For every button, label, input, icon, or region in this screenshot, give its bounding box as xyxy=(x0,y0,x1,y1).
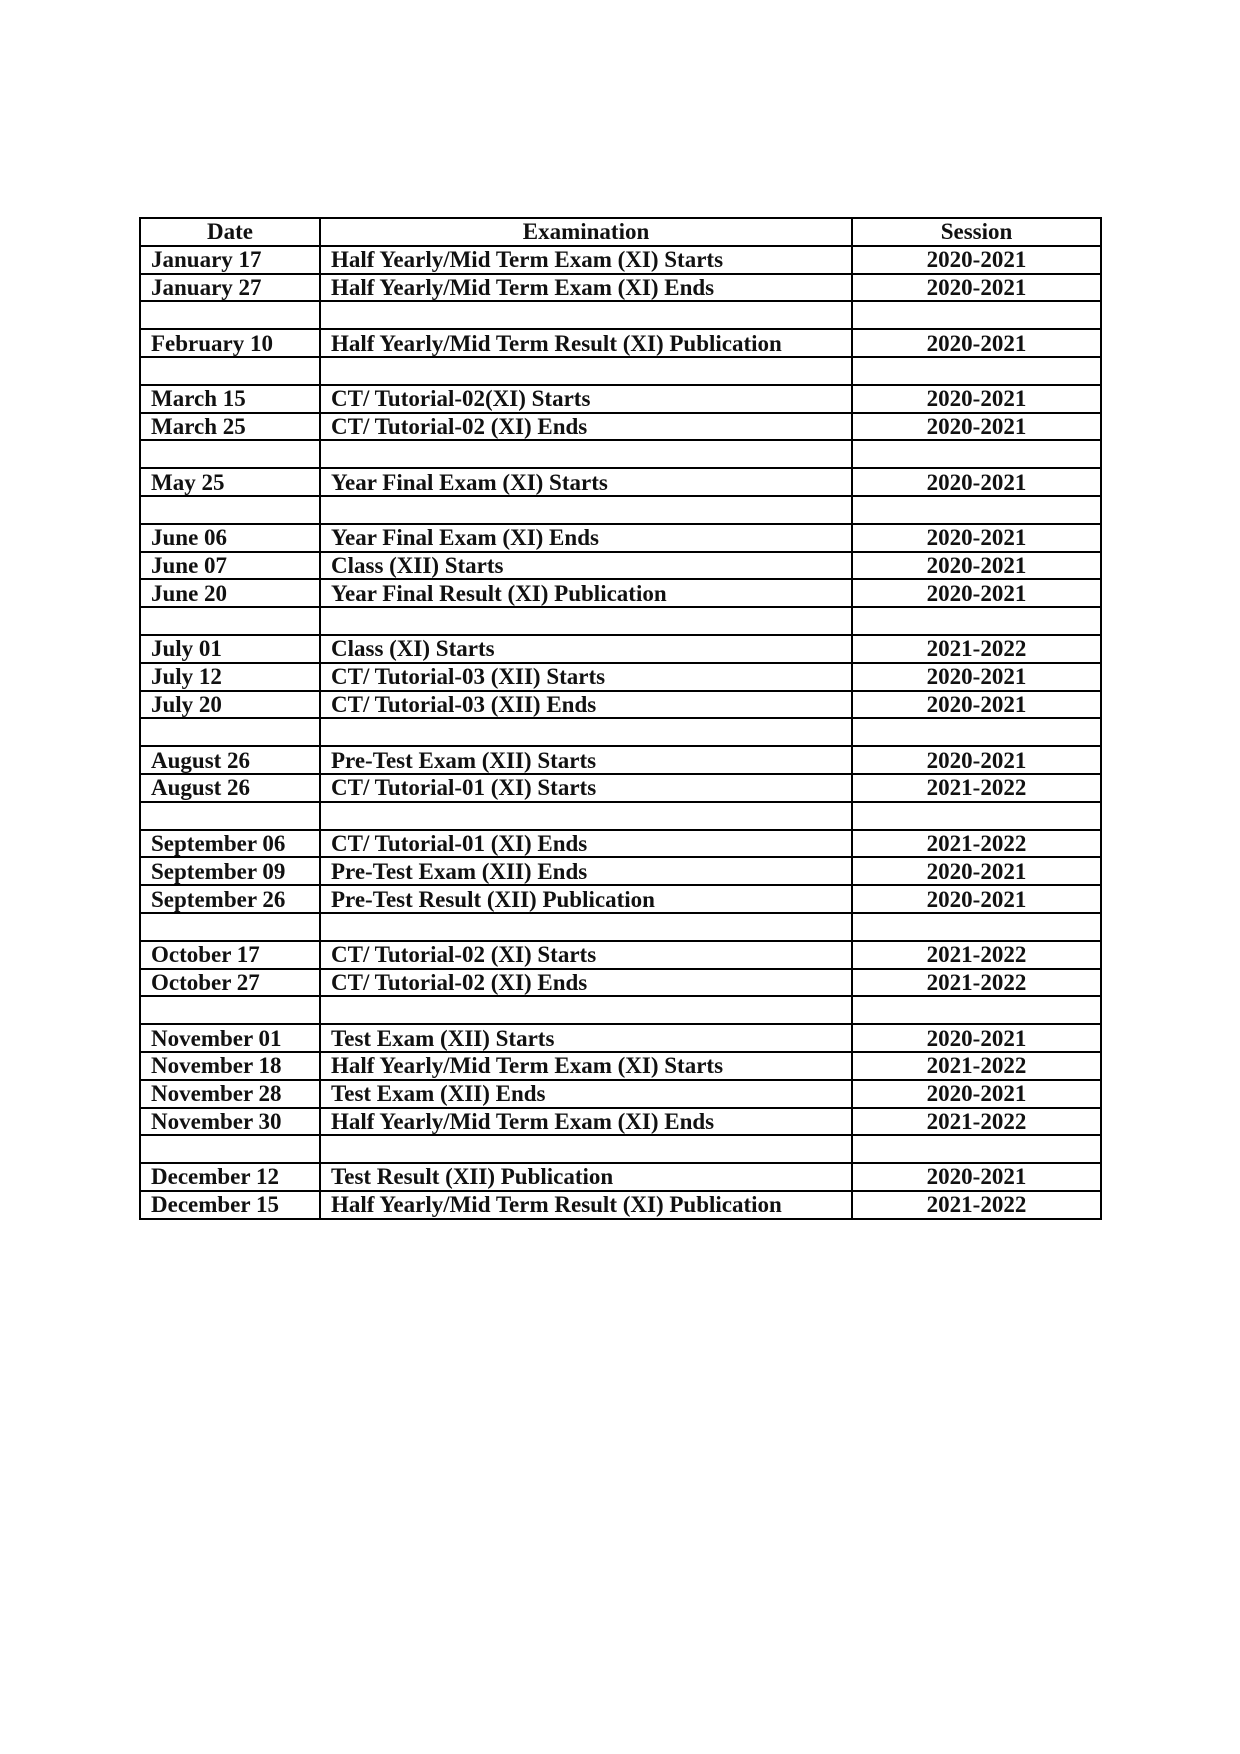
cell-examination xyxy=(320,440,852,468)
table-row xyxy=(140,246,1101,274)
cell-session: 2020-2021 xyxy=(852,468,1101,496)
cell-date: June 07 xyxy=(140,552,320,580)
cell-date: January 17 xyxy=(140,246,320,274)
cell-examination xyxy=(320,1135,852,1163)
table-row-blank xyxy=(140,913,1101,941)
cell-date: June 20 xyxy=(140,579,320,607)
table-row xyxy=(140,552,1101,580)
cell-session xyxy=(852,357,1101,385)
table-row xyxy=(140,746,1101,774)
table-row xyxy=(140,274,1101,302)
table-row-blank xyxy=(140,996,1101,1024)
cell-date: October 27 xyxy=(140,969,320,997)
cell-examination: CT/ Tutorial-01 (XI) Starts xyxy=(320,774,852,802)
cell-examination: Year Final Exam (XI) Starts xyxy=(320,468,852,496)
cell-date xyxy=(140,301,320,329)
table-row xyxy=(140,413,1101,441)
cell-examination: CT/ Tutorial-02 (XI) Ends xyxy=(320,969,852,997)
table-row-blank xyxy=(140,440,1101,468)
cell-date xyxy=(140,357,320,385)
cell-date xyxy=(140,802,320,830)
table-row xyxy=(140,524,1101,552)
cell-examination: Half Yearly/Mid Term Exam (XI) Ends xyxy=(320,1108,852,1136)
table-row xyxy=(140,830,1101,858)
cell-session: 2020-2021 xyxy=(852,857,1101,885)
table-row xyxy=(140,329,1101,357)
cell-session: 2021-2022 xyxy=(852,969,1101,997)
cell-date: July 01 xyxy=(140,635,320,663)
cell-session: 2020-2021 xyxy=(852,552,1101,580)
table-row xyxy=(140,774,1101,802)
table-row xyxy=(140,1052,1101,1080)
cell-date: November 30 xyxy=(140,1108,320,1136)
table-row xyxy=(140,1108,1101,1136)
cell-session: 2021-2022 xyxy=(852,1191,1101,1219)
table-header-row xyxy=(140,218,1101,246)
table-row-blank xyxy=(140,1135,1101,1163)
cell-session xyxy=(852,440,1101,468)
cell-date: November 18 xyxy=(140,1052,320,1080)
table-row xyxy=(140,385,1101,413)
cell-examination: Class (XI) Starts xyxy=(320,635,852,663)
cell-examination: CT/ Tutorial-02 (XI) Ends xyxy=(320,413,852,441)
cell-session xyxy=(852,718,1101,746)
cell-session: 2020-2021 xyxy=(852,691,1101,719)
header-session: Session xyxy=(852,218,1101,246)
cell-examination: CT/ Tutorial-02 (XI) Starts xyxy=(320,941,852,969)
cell-session: 2020-2021 xyxy=(852,246,1101,274)
cell-session: 2020-2021 xyxy=(852,329,1101,357)
cell-date: January 27 xyxy=(140,274,320,302)
exam-schedule-table xyxy=(139,217,1102,1220)
cell-examination: Pre-Test Exam (XII) Starts xyxy=(320,746,852,774)
table-row-blank xyxy=(140,301,1101,329)
cell-date xyxy=(140,718,320,746)
header-examination: Examination xyxy=(320,218,852,246)
table-row-blank xyxy=(140,357,1101,385)
table-row-blank xyxy=(140,718,1101,746)
table-row xyxy=(140,1024,1101,1052)
cell-date: August 26 xyxy=(140,746,320,774)
table-row xyxy=(140,663,1101,691)
cell-examination: Test Exam (XII) Ends xyxy=(320,1080,852,1108)
table-body xyxy=(140,246,1101,1219)
cell-session xyxy=(852,301,1101,329)
table-row xyxy=(140,1080,1101,1108)
cell-examination: Class (XII) Starts xyxy=(320,552,852,580)
table-row xyxy=(140,941,1101,969)
table-row xyxy=(140,1163,1101,1191)
cell-examination: Year Final Exam (XI) Ends xyxy=(320,524,852,552)
cell-date: November 28 xyxy=(140,1080,320,1108)
cell-session: 2020-2021 xyxy=(852,274,1101,302)
cell-examination: Year Final Result (XI) Publication xyxy=(320,579,852,607)
cell-date: September 06 xyxy=(140,830,320,858)
cell-session: 2021-2022 xyxy=(852,1052,1101,1080)
table-row xyxy=(140,1191,1101,1219)
cell-examination xyxy=(320,301,852,329)
cell-session: 2020-2021 xyxy=(852,524,1101,552)
cell-date: June 06 xyxy=(140,524,320,552)
table-row xyxy=(140,969,1101,997)
cell-examination: Half Yearly/Mid Term Exam (XI) Starts xyxy=(320,246,852,274)
table-row xyxy=(140,885,1101,913)
cell-date: August 26 xyxy=(140,774,320,802)
cell-date: October 17 xyxy=(140,941,320,969)
cell-date xyxy=(140,496,320,524)
cell-session: 2021-2022 xyxy=(852,1108,1101,1136)
cell-date: May 25 xyxy=(140,468,320,496)
cell-session xyxy=(852,1135,1101,1163)
cell-session: 2020-2021 xyxy=(852,1080,1101,1108)
cell-examination: Half Yearly/Mid Term Exam (XI) Starts xyxy=(320,1052,852,1080)
cell-date: December 15 xyxy=(140,1191,320,1219)
cell-date xyxy=(140,440,320,468)
cell-examination: Test Exam (XII) Starts xyxy=(320,1024,852,1052)
cell-examination xyxy=(320,802,852,830)
cell-date xyxy=(140,1135,320,1163)
cell-examination: CT/ Tutorial-03 (XII) Starts xyxy=(320,663,852,691)
cell-date: March 15 xyxy=(140,385,320,413)
cell-examination: Pre-Test Exam (XII) Ends xyxy=(320,857,852,885)
cell-date: September 09 xyxy=(140,857,320,885)
table-row-blank xyxy=(140,496,1101,524)
cell-date xyxy=(140,607,320,635)
table-row xyxy=(140,468,1101,496)
cell-session: 2020-2021 xyxy=(852,746,1101,774)
cell-examination: Half Yearly/Mid Term Result (XI) Publication xyxy=(320,1191,852,1219)
cell-date: July 20 xyxy=(140,691,320,719)
cell-date: December 12 xyxy=(140,1163,320,1191)
table-row-blank xyxy=(140,802,1101,830)
cell-examination xyxy=(320,996,852,1024)
cell-session: 2020-2021 xyxy=(852,1163,1101,1191)
cell-session xyxy=(852,496,1101,524)
cell-session: 2020-2021 xyxy=(852,385,1101,413)
cell-date: March 25 xyxy=(140,413,320,441)
cell-examination xyxy=(320,913,852,941)
table-row-blank xyxy=(140,607,1101,635)
cell-session: 2021-2022 xyxy=(852,774,1101,802)
cell-session xyxy=(852,607,1101,635)
cell-session xyxy=(852,996,1101,1024)
cell-date xyxy=(140,996,320,1024)
table-row xyxy=(140,857,1101,885)
header-date: Date xyxy=(140,218,320,246)
cell-examination: Pre-Test Result (XII) Publication xyxy=(320,885,852,913)
cell-date: November 01 xyxy=(140,1024,320,1052)
cell-date: February 10 xyxy=(140,329,320,357)
cell-date: July 12 xyxy=(140,663,320,691)
cell-examination: CT/ Tutorial-03 (XII) Ends xyxy=(320,691,852,719)
cell-examination: CT/ Tutorial-02(XI) Starts xyxy=(320,385,852,413)
cell-session xyxy=(852,913,1101,941)
cell-session: 2021-2022 xyxy=(852,941,1101,969)
cell-session: 2021-2022 xyxy=(852,635,1101,663)
cell-examination: CT/ Tutorial-01 (XI) Ends xyxy=(320,830,852,858)
cell-session xyxy=(852,802,1101,830)
cell-session: 2020-2021 xyxy=(852,579,1101,607)
cell-date xyxy=(140,913,320,941)
cell-examination: Half Yearly/Mid Term Result (XI) Publication xyxy=(320,329,852,357)
cell-examination: Half Yearly/Mid Term Exam (XI) Ends xyxy=(320,274,852,302)
cell-examination xyxy=(320,357,852,385)
cell-examination xyxy=(320,718,852,746)
table-row xyxy=(140,691,1101,719)
table-row xyxy=(140,635,1101,663)
cell-examination: Test Result (XII) Publication xyxy=(320,1163,852,1191)
cell-examination xyxy=(320,607,852,635)
cell-session: 2021-2022 xyxy=(852,830,1101,858)
cell-session: 2020-2021 xyxy=(852,413,1101,441)
cell-session: 2020-2021 xyxy=(852,1024,1101,1052)
cell-session: 2020-2021 xyxy=(852,663,1101,691)
cell-date: September 26 xyxy=(140,885,320,913)
cell-session: 2020-2021 xyxy=(852,885,1101,913)
table-row xyxy=(140,579,1101,607)
cell-examination xyxy=(320,496,852,524)
